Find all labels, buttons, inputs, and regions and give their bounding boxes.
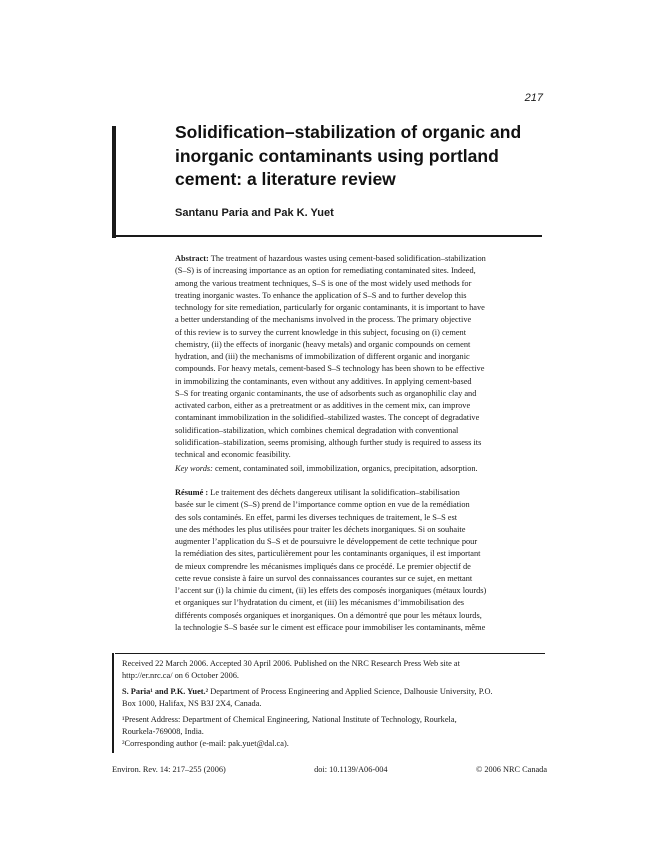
page-number: 217 [524, 92, 543, 104]
resume-line: des sols contaminés. En effet, parmi les diverses techniques de traitement, le S–S est [175, 512, 458, 522]
abstract-line: solidification–stabilization, seems promising, although further study is required to assess its [175, 437, 482, 447]
abstract-line: of this review is to survey the current knowledge in this subject, focusing on (i) cement [175, 327, 467, 337]
resume-line: augmenter l’application du S–S et de poursuivre le développement de cette technique pour [175, 537, 478, 546]
title-accent-bar [112, 126, 116, 238]
keywords-label: Key words: [175, 464, 213, 473]
abstract-line: in immobilizing the contaminants, even without any additives. In applying cement-based [175, 376, 472, 386]
resume-line: Résumé : Le traitement des déchets dangereux utilisant la solidification–stabilisation [175, 488, 460, 497]
abstract [175, 253, 535, 461]
affiliation-note: S. Paria¹ and P.K. Yuet.² Department of Process Engineering and Applied Science, Dalhousie University, P.O. Box 1000, Halifax, NS B3J 2X4, Canada. [122, 687, 493, 708]
resume-line: cette revue consiste à faire un survol des connaissances courantes sur ce sujet, en mettant [175, 573, 473, 583]
author-names: S. Paria¹ and P.K. Yuet.² [122, 687, 209, 696]
abstract-line: S–S for treating organic contaminants, the use of adsorbents such as organophilic clay and [175, 388, 477, 398]
keywords [175, 463, 535, 475]
abstract-line: compounds. For heavy metals, cement-based S–S technology has been shown to be effective [175, 364, 485, 374]
abstract-line: technical and economic feasibility. [175, 450, 291, 459]
paper-title: Solidification–stabilization of organic and inorganic contaminants using portland cement: a literature review [175, 122, 522, 189]
resume-line: basée sur le ciment (S–S) prend de l’importance comme option en vue de la remédiation [175, 500, 470, 510]
resume-line: une des méthodes les plus utilisées pour traiter les déchets inorganiques. Si on souhaite [175, 524, 466, 534]
abstract-line: solidification–stabilization, which combines chemical degradation with conventional [175, 425, 459, 435]
resume-line: différents composés organiques et inorganiques. On a démontré que pour les métaux lourds, [175, 610, 482, 620]
footnote-rule [115, 653, 545, 654]
title-rule [112, 235, 542, 237]
resume [175, 487, 540, 634]
footnotes [122, 658, 547, 754]
page-footer [112, 765, 547, 774]
copyright: © 2006 NRC Canada [475, 765, 547, 774]
abstract-line: treating inorganic wastes. To enhance the application of S–S and to further develop this [175, 290, 467, 300]
corresponding-note: ²Corresponding author (e-mail: pak.yuet@dal.ca). [122, 739, 289, 748]
abstract-line: Abstract: The treatment of hazardous wastes using cement-based solidification–stabilization [175, 254, 486, 263]
abstract-line: activated carbon, either as a pretreatment or as additives in the cement mix, can improve [175, 401, 471, 410]
keywords-text: cement, contaminated soil, immobilization, organics, precipitation, adsorption. [212, 464, 478, 473]
abstract-label: Abstract: [175, 254, 209, 263]
authors: Santanu Paria and Pak K. Yuet [175, 207, 334, 219]
resume-line: la technologie S–S basée sur le ciment est efficace pour immobiliser les contaminants, même [175, 622, 486, 632]
received-note: Received 22 March 2006. Accepted 30 April 2006. Published on the NRC Research Press Web site at http://er.nrc.ca/ on 6 October 2006. [122, 659, 460, 680]
footnote-accent-bar [112, 653, 114, 753]
resume-line: la remédiation des sites, particulièrement pour les contaminants organiques, il est important [175, 549, 481, 559]
resume-line: de mieux comprendre les mécanismes impliqués dans ce procédé. Le premier objectif de [175, 561, 471, 571]
resume-line: l’accent sur (i) la chimie du ciment, (ii) les effets des composés inorganiques (métaux lourds) [175, 586, 487, 595]
abstract-line: hydration, and (iii) the mechanisms of immobilization of different organic and inorganic [175, 352, 470, 361]
abstract-line: (S–S) is of increasing importance as an option for remediating contaminated sites. Indeed, [175, 266, 476, 276]
abstract-line: chemistry, (ii) the effects of inorganic (heavy metals) and organic compounds on cement [175, 339, 471, 349]
doi: doi: 10.1139/A06-004 [314, 765, 388, 774]
abstract-line: contaminant immobilization in the solidified–stabilized wastes. The concept of degradative [175, 413, 480, 423]
abstract-line: technology for site remediation, particularly for organic contaminants, it is important to have [175, 303, 485, 312]
resume-label: Résumé : [175, 488, 209, 497]
resume-line: et organiques sur l’hydratation du ciment, et (iii) les mécanismes d’immobilisation des [175, 598, 465, 608]
abstract-line: among the various treatment techniques, S–S is one of the most widely used methods for [175, 278, 472, 288]
journal-citation: Environ. Rev. 14: 217–255 (2006) [112, 765, 226, 774]
abstract-line: a better understanding of the mechanisms involved in the process. The primary objective [175, 315, 472, 325]
present-address-note: ¹Present Address: Department of Chemical Engineering, National Institute of Technology, Rourkela, Rourkela-769008, India. [122, 715, 457, 736]
